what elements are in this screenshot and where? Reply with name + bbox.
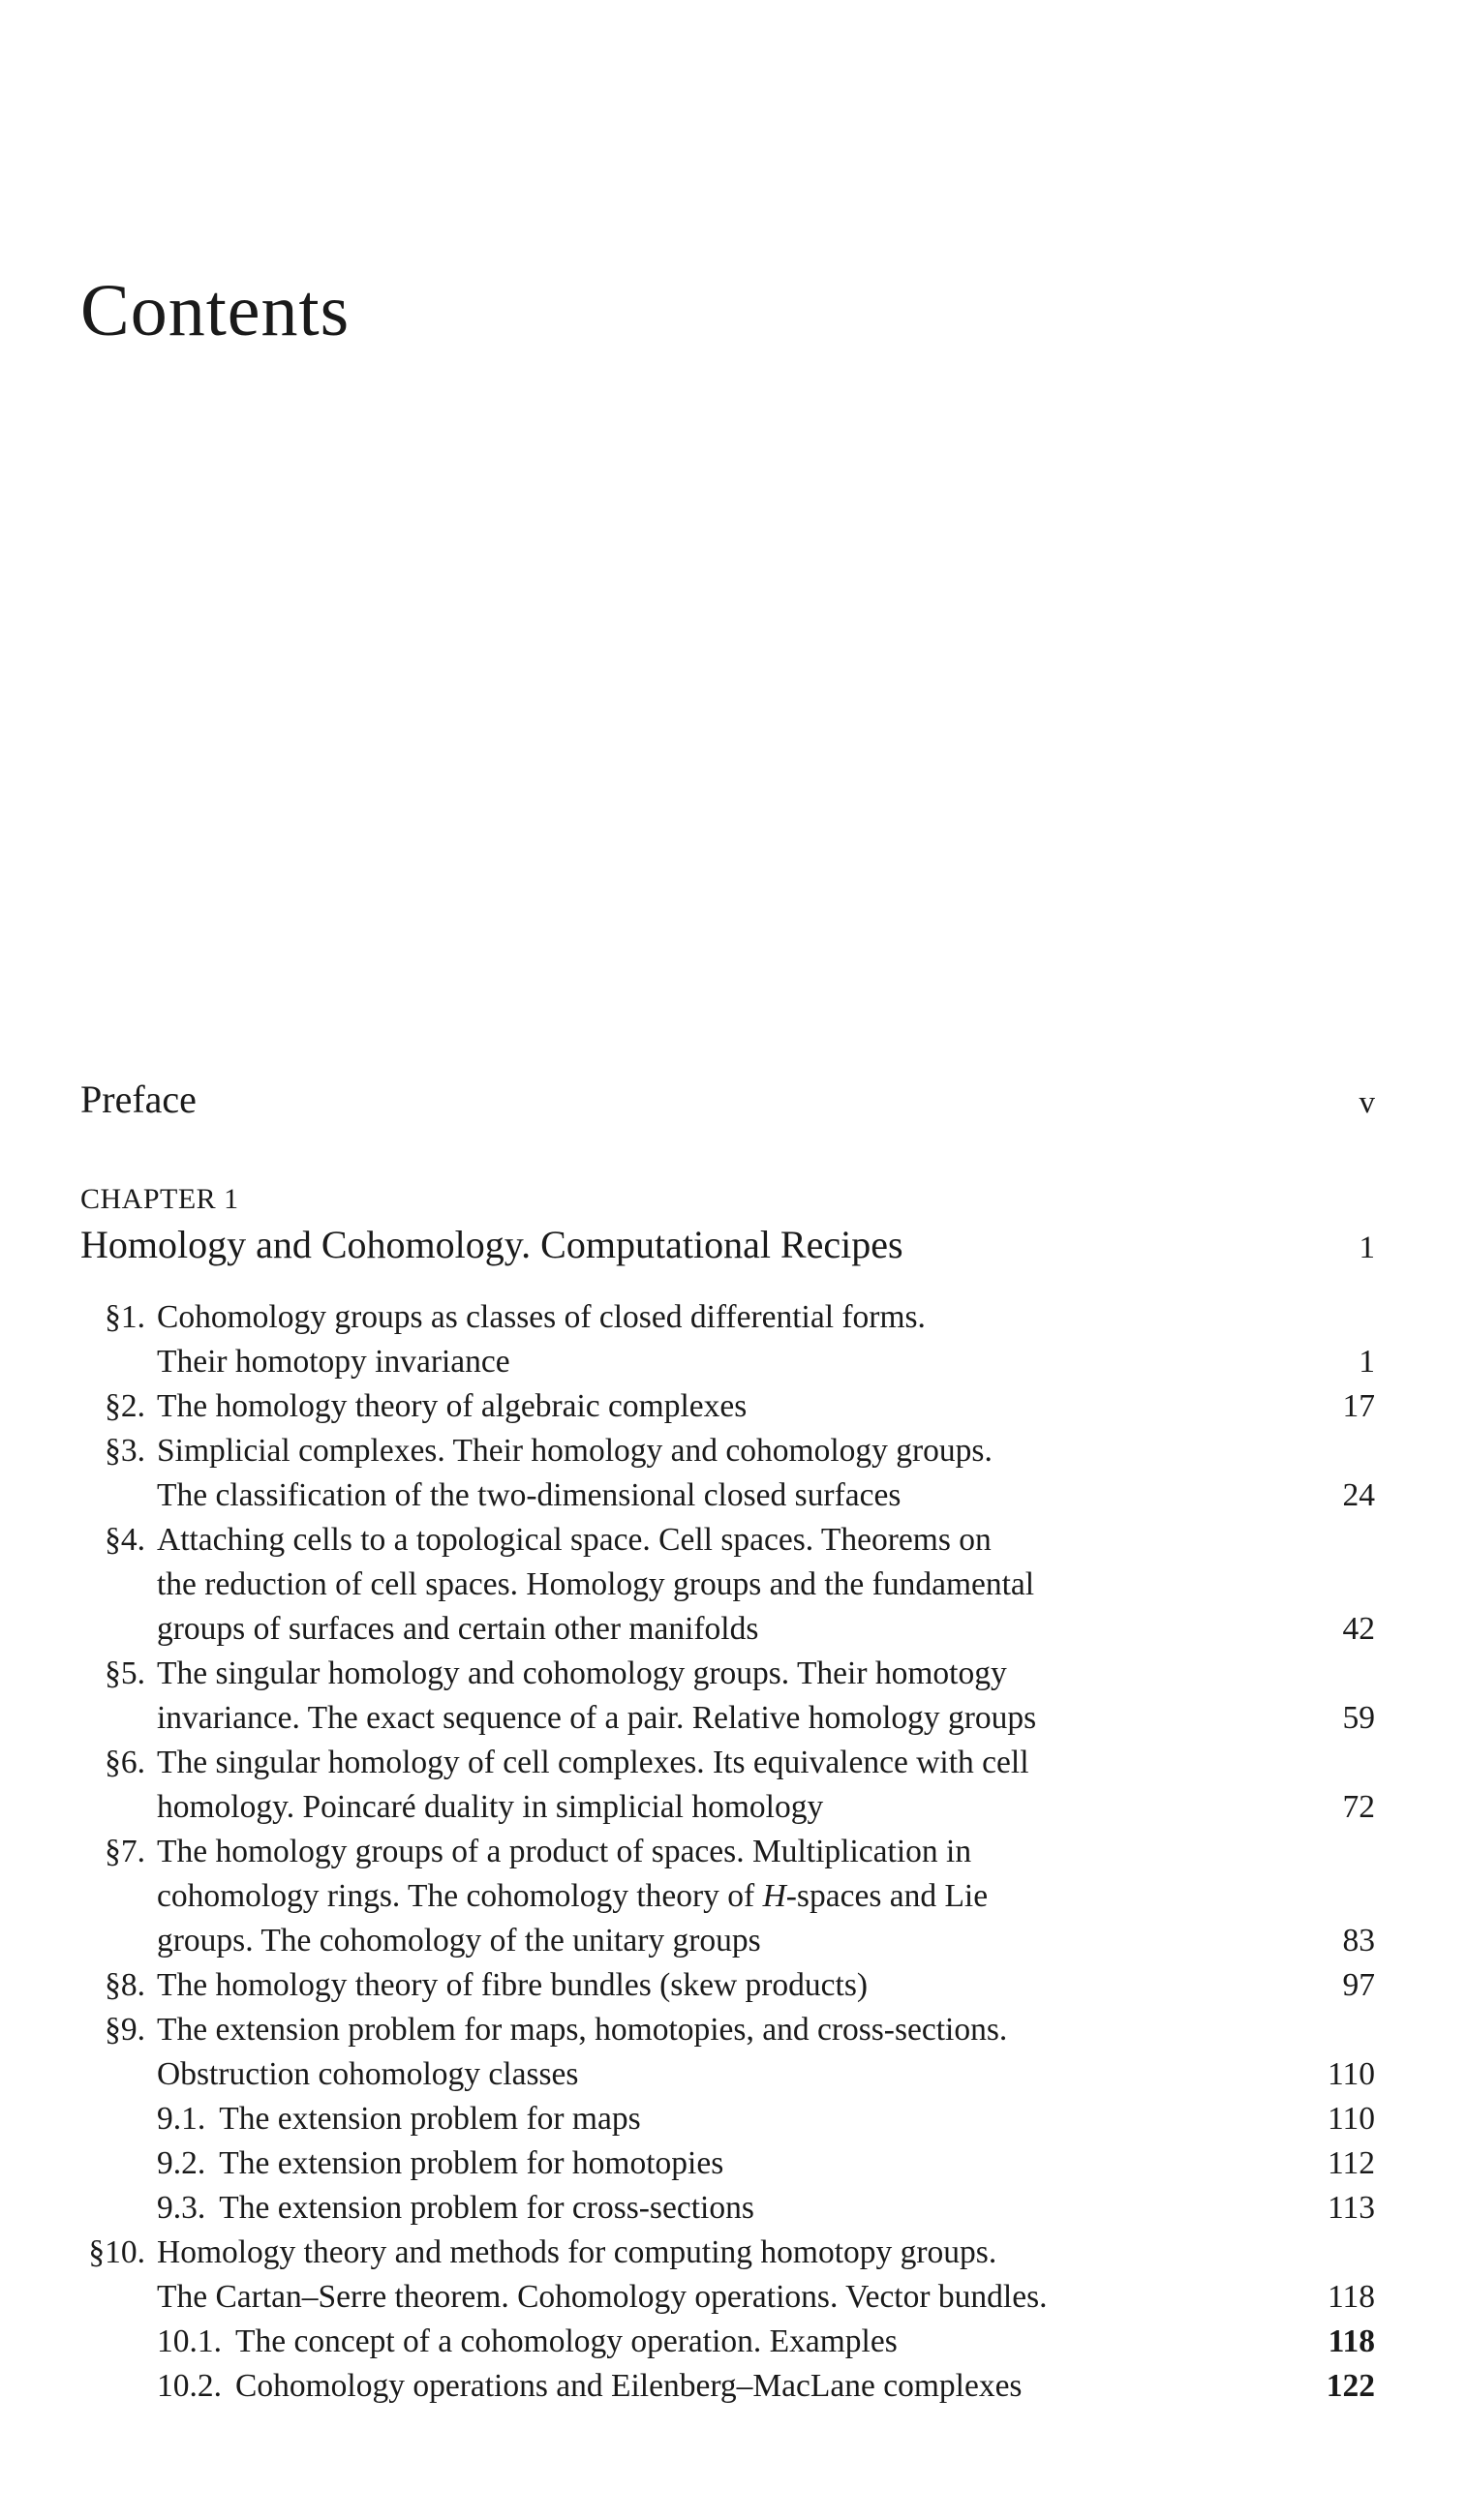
section-title-line bbox=[157, 2186, 1375, 2231]
section-title-line: Homology theory and methods for computing homotopy groups. bbox=[157, 2234, 997, 2270]
section-title-line: homology. Poincaré duality in simplicial homology bbox=[157, 1789, 824, 1825]
toc-entry-body bbox=[157, 2186, 1375, 2231]
toc-entry-body bbox=[157, 2320, 1375, 2364]
section-page-number: 118 bbox=[1328, 2323, 1375, 2359]
section-title-line: The homology theory of fibre bundles (skew products) bbox=[157, 1967, 869, 2003]
section-number: §5. bbox=[105, 1655, 145, 1691]
section-title-line: Cohomology groups as classes of closed differential forms. bbox=[157, 1299, 926, 1335]
subsection-number: 9.1. bbox=[157, 2101, 206, 2137]
toc-entry-body bbox=[157, 1963, 1375, 2008]
toc-subsection-entry[interactable] bbox=[0, 2186, 1467, 2231]
subsection-number: 9.2. bbox=[157, 2145, 206, 2181]
toc-section-entry[interactable] bbox=[0, 1429, 1467, 1518]
subsection-title-text: Cohomology operations and Eilenberg–MacLane complexes bbox=[235, 2368, 1023, 2404]
section-title-line: The Cartan–Serre theorem. Cohomology operations. Vector bundles. bbox=[157, 2279, 1048, 2315]
toc-section-entry[interactable] bbox=[0, 1518, 1467, 1652]
section-page-number: 110 bbox=[1327, 2056, 1375, 2092]
section-number: §6. bbox=[105, 1745, 145, 1780]
toc-section-entry[interactable] bbox=[0, 1295, 1467, 1384]
section-number: §4. bbox=[105, 1522, 145, 1558]
section-title-line: groups. The cohomology of the unitary groups bbox=[157, 1923, 761, 1958]
section-page-number: 59 bbox=[1342, 1700, 1375, 1736]
toc-section-entry[interactable] bbox=[0, 2231, 1467, 2320]
section-title-line: The classification of the two-dimensional closed surfaces bbox=[157, 1477, 902, 1513]
subsection-number: 9.3. bbox=[157, 2190, 206, 2226]
toc-entry-body bbox=[157, 1830, 1375, 1963]
section-page-number: 97 bbox=[1342, 1967, 1375, 2003]
section-page-number: 1 bbox=[1359, 1344, 1375, 1380]
toc-entry-body bbox=[157, 2097, 1375, 2141]
section-title-line: The singular homology of cell complexes. Its equivalence with cell bbox=[157, 1745, 1029, 1780]
toc-section-entry[interactable] bbox=[0, 1741, 1467, 1830]
section-page-number: 112 bbox=[1327, 2145, 1375, 2181]
toc-entry-body bbox=[157, 2364, 1375, 2409]
toc-entry-preface[interactable] bbox=[80, 1077, 1375, 1122]
section-title-line: The homology theory of algebraic complexes bbox=[157, 1388, 748, 1424]
subsection-title-text: The extension problem for homotopies bbox=[219, 2145, 724, 2181]
toc-entry-body bbox=[157, 2231, 1375, 2320]
section-title-line bbox=[157, 2320, 1375, 2364]
toc-section-entry[interactable] bbox=[0, 1963, 1467, 2008]
section-page-number: 83 bbox=[1342, 1923, 1375, 1958]
section-number: §8. bbox=[105, 1967, 145, 2003]
section-number: §9. bbox=[105, 2012, 145, 2048]
toc-entry-body bbox=[157, 2141, 1375, 2186]
section-page-number: 113 bbox=[1327, 2190, 1375, 2226]
section-page-number: 42 bbox=[1342, 1611, 1375, 1647]
subsection-title-text: The extension problem for maps bbox=[219, 2101, 641, 2137]
toc-entry-body bbox=[157, 1652, 1375, 1741]
toc-entry-body bbox=[157, 1295, 1375, 1384]
toc-entry-body bbox=[157, 1384, 1375, 1429]
toc-entry-body bbox=[157, 1429, 1375, 1518]
toc-section-entry[interactable] bbox=[0, 1830, 1467, 1963]
section-title-line: Obstruction cohomology classes bbox=[157, 2056, 579, 2092]
toc-entry-chapter-1[interactable] bbox=[80, 1222, 1375, 1267]
section-title-line bbox=[157, 2364, 1375, 2409]
subsection-number: 10.1. bbox=[157, 2323, 222, 2359]
section-title-line: Simplicial complexes. Their homology and cohomology groups. bbox=[157, 1433, 993, 1469]
section-title-line: The extension problem for maps, homotopies, and cross-sections. bbox=[157, 2012, 1008, 2048]
subsection-title-text: The extension problem for cross-sections bbox=[219, 2190, 754, 2226]
chapter-label: CHAPTER 1 bbox=[80, 1183, 239, 1215]
section-page-number: 24 bbox=[1342, 1477, 1375, 1513]
section-title-line: Their homotopy invariance bbox=[157, 1344, 510, 1380]
toc-subsection-entry[interactable] bbox=[0, 2141, 1467, 2186]
section-page-number: 72 bbox=[1342, 1789, 1375, 1825]
toc-section-entry[interactable] bbox=[0, 1384, 1467, 1429]
section-page-number: 17 bbox=[1342, 1388, 1375, 1424]
toc-subsection-entry[interactable] bbox=[0, 2364, 1467, 2409]
section-number: §10. bbox=[88, 2234, 145, 2270]
section-title-line: the reduction of cell spaces. Homology groups and the fundamental bbox=[157, 1566, 1035, 1602]
section-number: §1. bbox=[105, 1299, 145, 1335]
section-page-number: 110 bbox=[1327, 2101, 1375, 2137]
preface-page-number: v bbox=[1359, 1085, 1375, 1120]
section-title-line: The singular homology and cohomology groups. Their homotogy bbox=[157, 1655, 1007, 1691]
subsection-title-text: The concept of a cohomology operation. Examples bbox=[235, 2323, 898, 2359]
section-title-line: groups of surfaces and certain other manifolds bbox=[157, 1611, 759, 1647]
section-title-line: The homology groups of a product of spaces. Multiplication in bbox=[157, 1834, 972, 1869]
section-number: §7. bbox=[105, 1834, 145, 1869]
toc-entry-body bbox=[157, 1518, 1375, 1652]
toc-entry-body bbox=[157, 2008, 1375, 2097]
toc-subsection-entry[interactable] bbox=[0, 2320, 1467, 2364]
toc-section-entry[interactable] bbox=[0, 1652, 1467, 1741]
toc-section-entry[interactable] bbox=[0, 2008, 1467, 2097]
toc-entry-body bbox=[157, 1741, 1375, 1830]
section-number: §2. bbox=[105, 1388, 145, 1424]
section-title-line: cohomology rings. The cohomology theory of H-spaces and Lie bbox=[157, 1878, 989, 1914]
chapter-title: Homology and Cohomology. Computational Recipes bbox=[80, 1223, 903, 1266]
section-number: §3. bbox=[105, 1433, 145, 1469]
section-page-number: 122 bbox=[1326, 2368, 1375, 2404]
toc-subsection-entry[interactable] bbox=[0, 2097, 1467, 2141]
preface-label: Preface bbox=[80, 1078, 197, 1121]
subsection-number: 10.2. bbox=[157, 2368, 222, 2404]
section-title-line: Attaching cells to a topological space. Cell spaces. Theorems on bbox=[157, 1522, 992, 1558]
chapter-page-number: 1 bbox=[1359, 1230, 1375, 1265]
section-page-number: 118 bbox=[1327, 2279, 1375, 2315]
section-title-line bbox=[157, 2141, 1375, 2186]
page-title: Contents bbox=[80, 270, 351, 351]
section-title-line bbox=[157, 2097, 1375, 2141]
section-title-line: invariance. The exact sequence of a pair. Relative homology groups bbox=[157, 1700, 1037, 1736]
table-of-contents-list bbox=[0, 1295, 1467, 2409]
